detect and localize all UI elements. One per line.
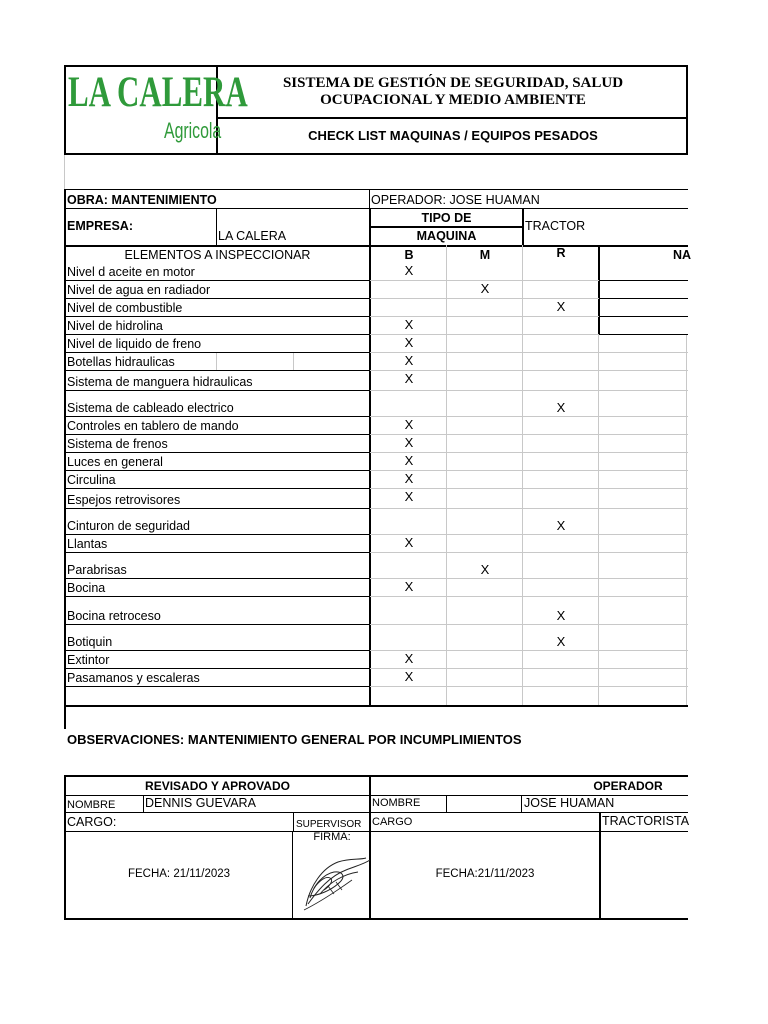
operador-cargo-value: TRACTORISTA [602, 814, 690, 828]
revisor-fecha: FECHA: 21/11/2023 [127, 868, 231, 880]
checklist-mark: X [556, 634, 566, 649]
tipo-maquina-label-line2: MAQUINA [416, 229, 477, 243]
tipo-maquina-value: TRACTOR [525, 219, 586, 233]
checklist-mark: X [556, 518, 566, 533]
operador-cargo-label: CARGO [372, 816, 413, 828]
checklist-item-label: Sistema de manguera hidraulicas [67, 375, 253, 389]
col-header-b: B [404, 248, 414, 262]
checklist-mark: X [404, 263, 414, 278]
checklist-item-label: Bocina [67, 581, 106, 595]
checklist-item-label: Circulina [67, 473, 116, 487]
checklist-item-label: Cinturon de seguridad [67, 519, 190, 533]
checklist-item-label: Espejos retrovisores [67, 493, 181, 507]
checklist-item-label: Nivel de hidrolina [67, 319, 163, 333]
checklist-item-label: Botiquin [67, 635, 113, 649]
operador-nombre: JOSE HUAMAN [524, 796, 615, 810]
empresa-label: EMPRESA: [67, 219, 133, 233]
company-logo-subtext: Agricola [164, 118, 222, 143]
company-logo-text: LA CALERA [68, 69, 248, 116]
obra-field: OBRA: MANTENIMIENTO [67, 193, 217, 207]
checklist-mark: X [556, 400, 566, 415]
checklist-mark: X [404, 669, 414, 684]
checklist-item-label: Llantas [67, 537, 108, 551]
revisor-cargo-label: CARGO: [67, 815, 117, 829]
checklist-item-label: Nivel de agua en radiador [67, 283, 211, 297]
checklist-mark: X [404, 651, 414, 666]
checklist-item-label: Pasamanos y escaleras [67, 671, 200, 685]
tipo-maquina-label-line1: TIPO DE [421, 211, 472, 225]
checklist-item-label: Nivel de liquido de freno [67, 337, 202, 351]
checklist-mark: X [404, 435, 414, 450]
checklist-mark: X [404, 489, 414, 504]
col-header-m: M [479, 248, 491, 262]
checklist-item-label: Sistema de cableado electrico [67, 401, 234, 415]
firma-label: FIRMA: [313, 831, 351, 843]
checklist-mark: X [404, 535, 414, 550]
checklist-mark: X [556, 608, 566, 623]
checklist-mark: X [404, 371, 414, 386]
checklist-item-label: Extintor [67, 653, 110, 667]
checklist-mark: X [404, 579, 414, 594]
checklist-item-label: Luces en general [67, 455, 163, 469]
col-header-r: R [556, 246, 566, 260]
revisor-nombre: DENNIS GUEVARA [145, 796, 256, 810]
revisor-nombre-label: NOMBRE [67, 799, 116, 811]
checklist-mark: X [480, 281, 490, 296]
checklist-item-label: Nivel d aceite en motor [67, 265, 195, 279]
checklist-mark: X [404, 317, 414, 332]
checklist-mark: X [404, 335, 414, 350]
checklist-mark: X [404, 353, 414, 368]
checklist-mark: X [404, 471, 414, 486]
form-title: CHECK LIST MAQUINAS / EQUIPOS PESADOS [308, 128, 598, 143]
operador-field: OPERADOR: JOSE HUAMAN [371, 193, 540, 207]
revisor-cargo-value: SUPERVISOR [296, 819, 362, 830]
system-title-line2: OCUPACIONAL Y MEDIO AMBIENTE [320, 92, 586, 108]
system-title-line1: SISTEMA DE GESTIÓN DE SEGURIDAD, SALUD [282, 75, 624, 91]
checklist-item-label: Sistema de frenos [67, 437, 168, 451]
supervisor-signature [300, 846, 372, 912]
checklist-mark: X [556, 299, 566, 314]
revisado-title: REVISADO Y APROVADO [145, 779, 290, 793]
observaciones-text: OBSERVACIONES: MANTENIMIENTO GENERAL POR INCUMPLIMIENTOS [67, 732, 522, 747]
checklist-mark: X [404, 453, 414, 468]
operador-title: OPERADOR [593, 779, 663, 793]
checklist-mark: X [480, 562, 490, 577]
checklist-item-label: Nivel de combustible [67, 301, 183, 315]
col-header-na: NA [673, 248, 692, 262]
checklist-item-label: Bocina retroceso [67, 609, 161, 623]
checklist-mark: X [404, 417, 414, 432]
operador-fecha: FECHA:21/11/2023 [435, 868, 535, 880]
col-header-item: ELEMENTOS A INSPECCIONAR [124, 248, 311, 262]
operador-nombre-label: NOMBRE [372, 797, 421, 809]
checklist-item-label: Parabrisas [67, 563, 127, 577]
empresa-value: LA CALERA [218, 229, 287, 243]
checklist-item-label: Controles en tablero de mando [67, 419, 239, 433]
checklist-item-label: Botellas hidraulicas [67, 355, 175, 369]
